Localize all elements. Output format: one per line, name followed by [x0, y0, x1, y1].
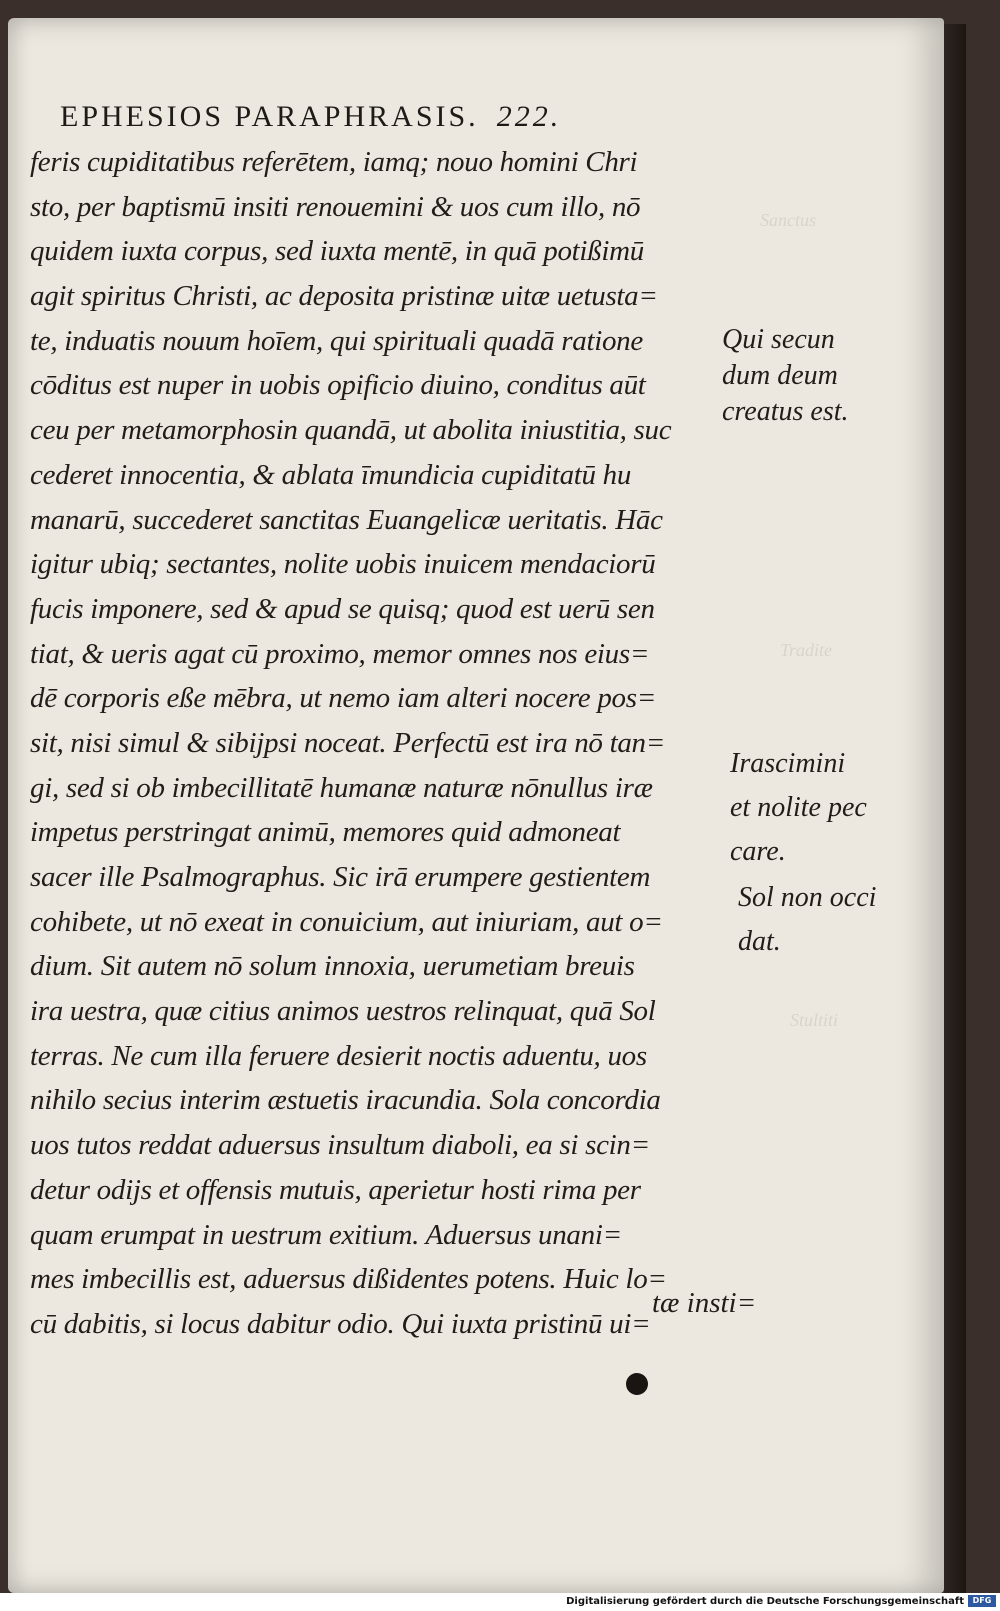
text-line: cū dabitis, si locus dabitur odio. Qui iuxta pristinū ui= [30, 1307, 651, 1340]
text-line: detur odijs et offensis mutuis, aperietur hosti rima per [30, 1173, 641, 1206]
text-line: nihilo secius interim æstuetis iracundia. Sola concordia [30, 1084, 661, 1117]
text-line: impetus perstringat animū, memores quid admoneat [30, 816, 621, 849]
show-through-text: Sanctus [760, 210, 816, 230]
text-line: ceu per metamorphosin quandā, ut abolita iniustitia, suc [30, 414, 672, 447]
text-line: cōditus est nuper in uobis opificio diuino, conditus aūt [30, 369, 646, 402]
marginal-note [730, 742, 867, 874]
text-line: sacer ille Psalmographus. Sic irā erumpere gestientem [30, 861, 651, 893]
running-head [60, 100, 700, 134]
text-line: dē corporis eße mēbra, ut nemo iam alteri nocere pos= [30, 682, 656, 715]
text-line: terras. Ne cum illa feruere desierit noctis aduentu, uos [30, 1039, 647, 1072]
marginal-note-line: dum deum [722, 360, 838, 391]
catchword: tæ insti= [652, 1287, 757, 1319]
main-text-block [30, 140, 710, 1347]
page-number: 222. [496, 100, 562, 133]
page-edge [944, 24, 966, 1594]
text-line: quam erumpat in uestrum exitium. Aduersus unani= [30, 1218, 622, 1251]
text-line: sit, nisi simul & sibijpsi noceat. Perfectū est ira nō tan= [30, 726, 666, 759]
text-line: agit spiritus Christi, ac deposita pristinæ uitæ uetusta= [30, 280, 658, 313]
show-through-text: Stultiti [790, 1010, 839, 1030]
marginal-note-line: et nolite pec [730, 792, 867, 823]
marginal-note-line: care. [730, 836, 786, 867]
text-line: igitur ubiq; sectantes, nolite uobis inuicem mendaciorū [30, 548, 656, 581]
text-line: ira uestra, quæ citius animos uestros relinquat, quā Sol [30, 995, 656, 1028]
text-line: cederet innocentia, & ablata īmundicia cupiditatū hu [30, 458, 632, 491]
text-line: mes imbecillis est, aduersus dißidentes potens. Huic lo= [30, 1263, 667, 1296]
show-through-text: Tradite [780, 640, 833, 660]
text-line: sto, per baptismū insiti renouemini & uos cum illo, nō [30, 190, 641, 223]
marginal-note-line: dat. [738, 926, 781, 957]
dfg-logo-icon: DFG [968, 1595, 996, 1607]
marginal-note-line: Sol non occi [738, 882, 877, 913]
marginal-note [722, 322, 849, 430]
text-line: quidem iuxta corpus, sed iuxta mentē, in quā potißimū [30, 235, 644, 268]
text-line: uos tutos reddat aduersus insultum diaboli, ea si scin= [30, 1129, 650, 1162]
marginal-note-line: creatus est. [722, 396, 849, 427]
text-line: gi, sed si ob imbecillitatē humanæ naturæ nōnullus iræ [30, 771, 653, 804]
text-line: fucis imponere, sed & apud se quisq; quod est uerū sen [30, 592, 655, 625]
marginal-note [738, 876, 876, 964]
text-line: cohibete, ut nō exeat in conuicium, aut iniuriam, aut o= [30, 905, 663, 938]
funding-credit: Digitalisierung gefördert durch die Deutsche Forschungsgemeinschaft [566, 1596, 964, 1607]
ink-blot [626, 1373, 648, 1395]
running-head-title: EPHESIOS PARAPHRASIS. [60, 100, 479, 133]
text-line: dium. Sit autem nō solum innoxia, uerumetiam breuis [30, 950, 635, 983]
text-line: te, induatis nouum hoīem, qui spirituali quadā ratione [30, 324, 643, 357]
text-line: tiat, & ueris agat cū proximo, memor omnes nos eius= [30, 637, 650, 670]
text-line: feris cupiditatibus referētem, iamq; nouo homini Chri [30, 146, 638, 178]
text-line: manarū, succederet sanctitas Euangelicæ ueritatis. Hāc [30, 503, 663, 536]
marginal-note-line: Qui secun [722, 324, 835, 355]
marginal-note-line: Irascimini [730, 748, 846, 779]
